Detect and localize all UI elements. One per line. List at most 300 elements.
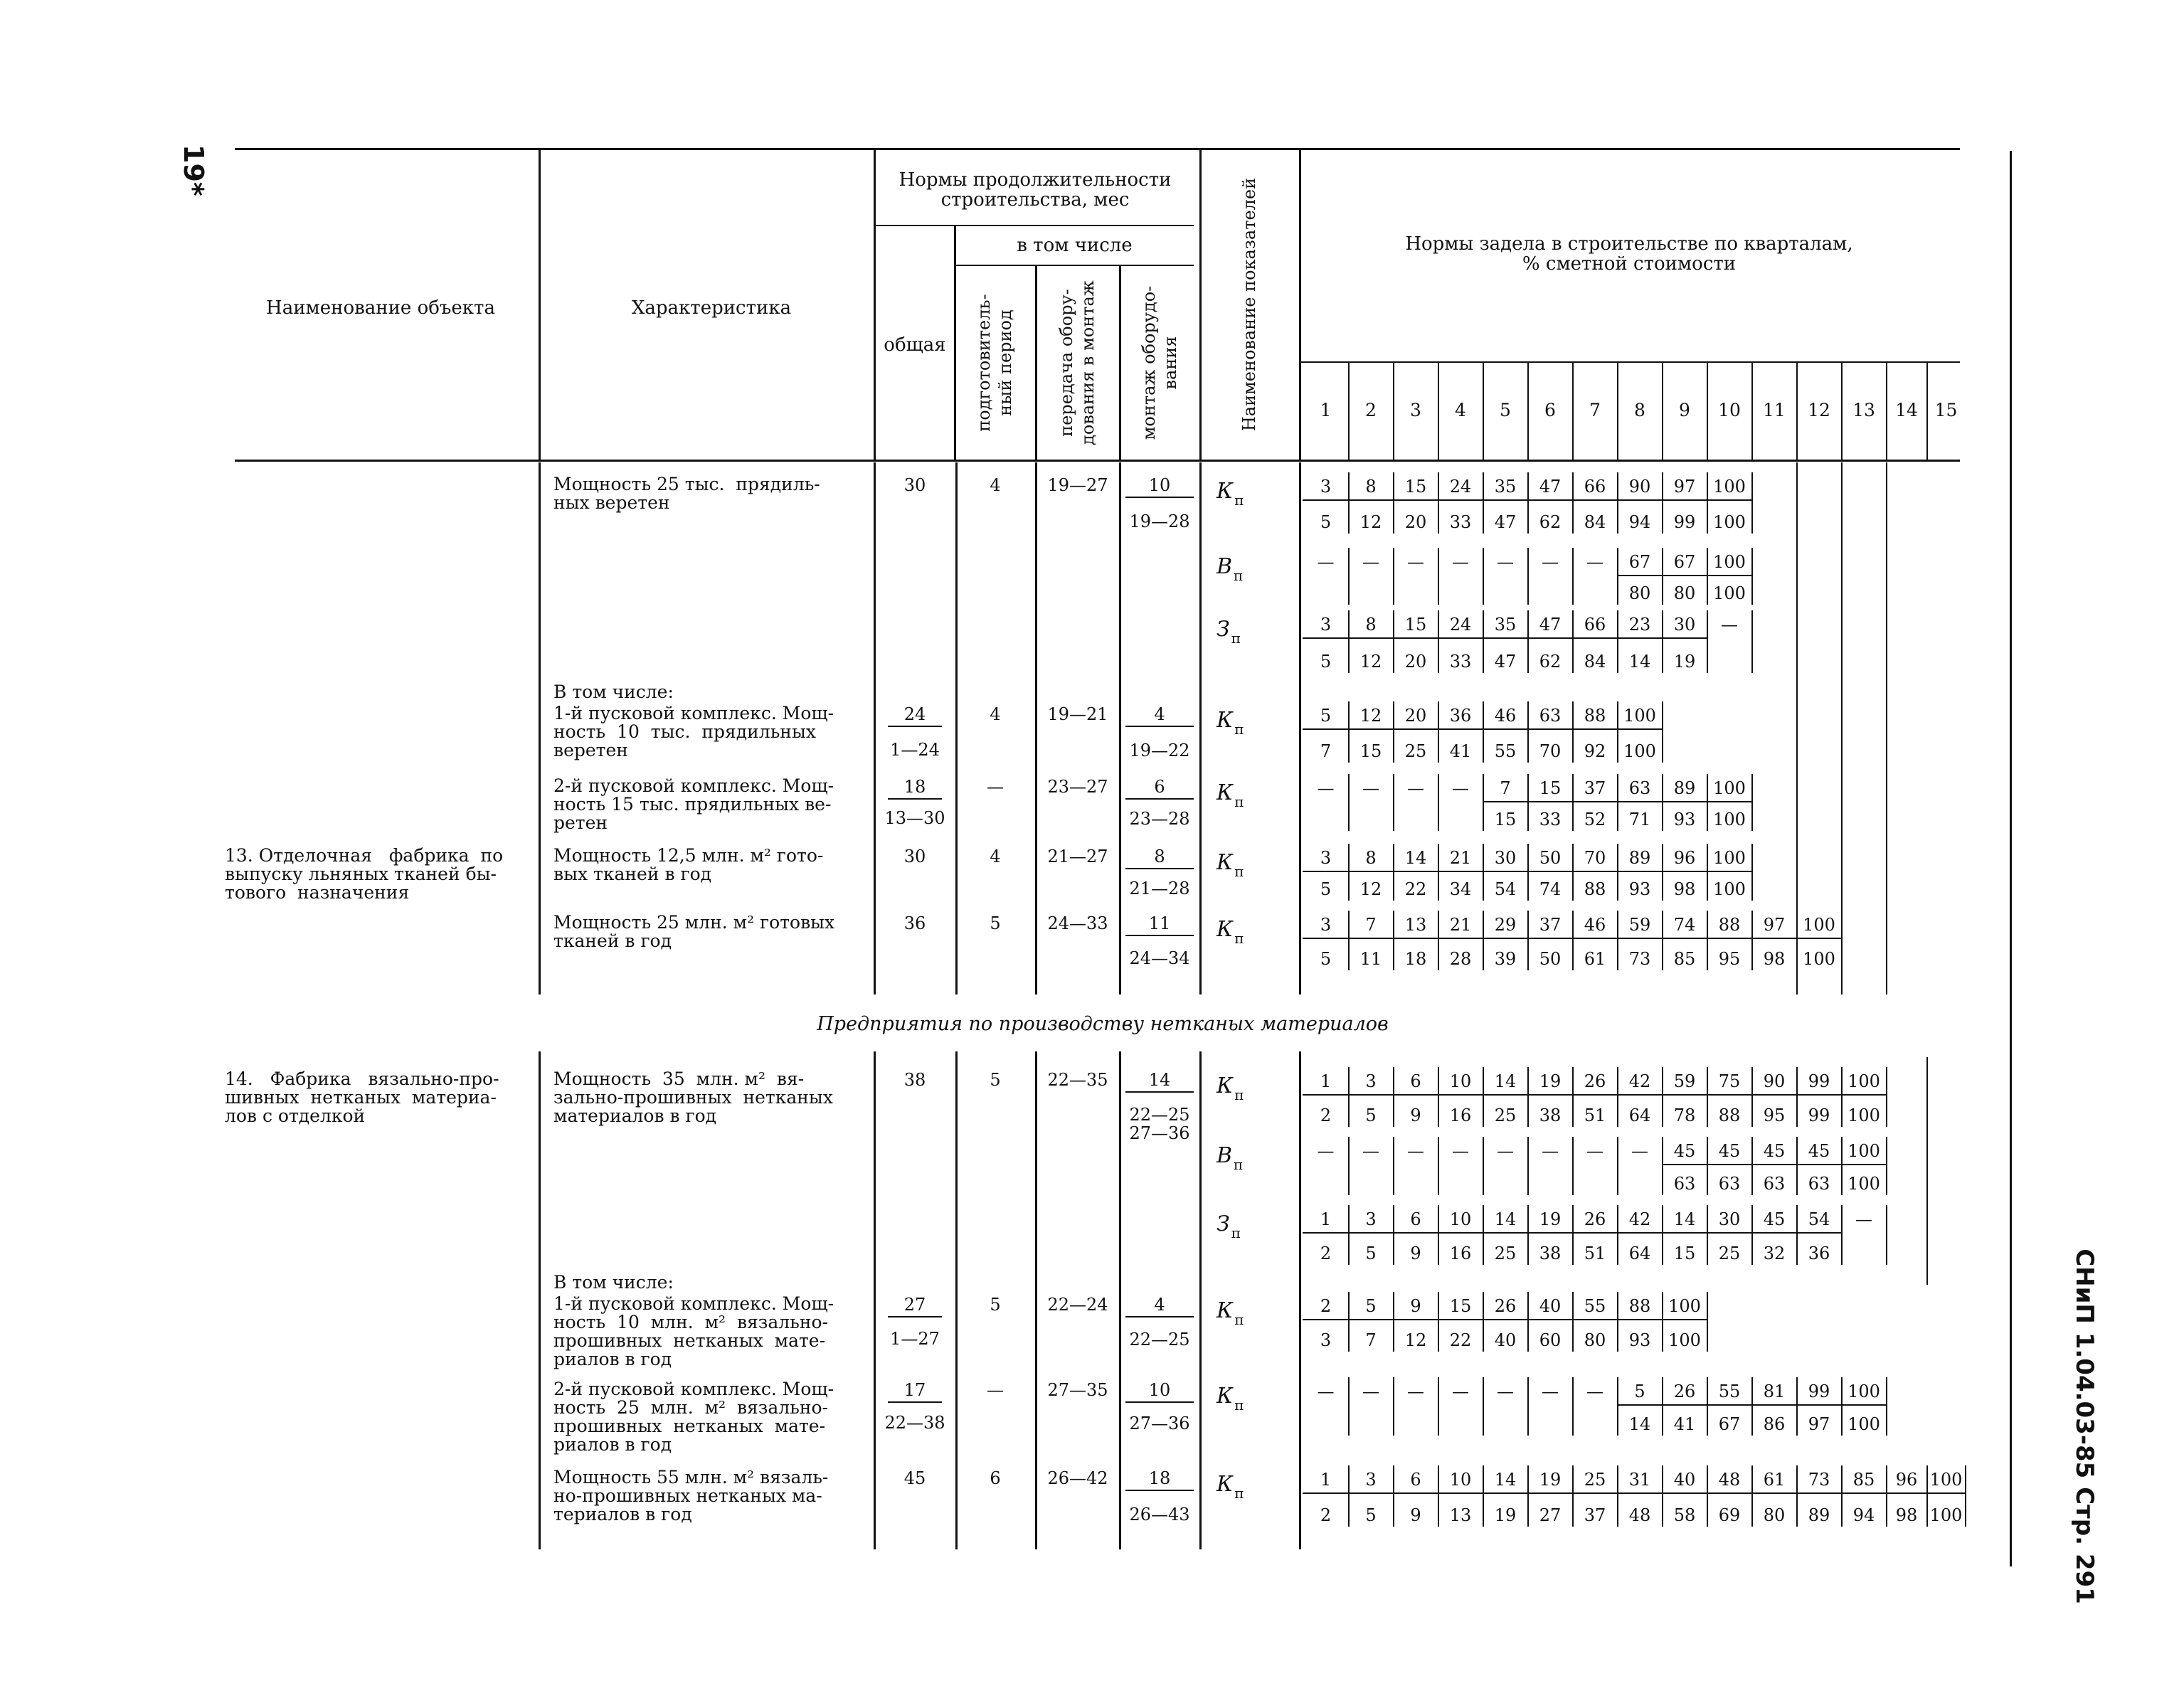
value-divider xyxy=(1662,610,1663,673)
backlog-value-bottom: 7 xyxy=(1320,741,1332,761)
transfer-period: 26—42 xyxy=(1047,1468,1108,1488)
backlog-value-bottom: 98 xyxy=(1763,949,1786,969)
quarter-divider xyxy=(1483,363,1484,460)
tail-divider xyxy=(1796,462,1798,995)
backlog-value-bottom: 39 xyxy=(1494,949,1517,969)
entry-preamble: В том числе: xyxy=(553,682,674,702)
value-divider xyxy=(1483,548,1484,605)
backlog-value-top: 100 xyxy=(1848,1141,1880,1161)
quarter-divider xyxy=(1438,363,1439,460)
backlog-value-top: — xyxy=(1586,1141,1603,1161)
backlog-value-bottom: 19 xyxy=(1673,652,1696,672)
value-underline xyxy=(1438,1094,1483,1096)
backlog-value-top: — xyxy=(1721,615,1738,635)
backlog-value-top: — xyxy=(1452,778,1469,798)
quarter-header: 5 xyxy=(1500,400,1511,420)
total-duration: 27 xyxy=(903,1295,926,1315)
backlog-value-top: — xyxy=(1542,552,1559,572)
value-divider xyxy=(1965,1465,1966,1527)
value-underline xyxy=(1348,871,1394,872)
backlog-value-top: 1 xyxy=(1320,1470,1332,1490)
backlog-value-bottom: 94 xyxy=(1628,512,1651,532)
value-underline xyxy=(1796,1492,1842,1494)
total-duration: 30 xyxy=(903,475,926,495)
header-install-line: монтаж оборудо- xyxy=(1139,285,1159,440)
value-underline xyxy=(1662,1319,1707,1320)
value-divider xyxy=(1617,1067,1618,1127)
quarter-header: 8 xyxy=(1634,400,1645,420)
value-underline xyxy=(1662,938,1707,939)
backlog-value-top: — xyxy=(1407,778,1424,798)
header-top-rule xyxy=(235,148,1960,150)
entry-characteristic: 1-й пусковой комплекс. Мощ- ность 10 тыс. прядильных веретен xyxy=(553,703,834,760)
backlog-value-bottom: 92 xyxy=(1584,741,1606,761)
header-prep-line: подготовитель- xyxy=(974,294,994,432)
backlog-value-top: 89 xyxy=(1628,848,1651,868)
indicator-label xyxy=(1216,917,1288,947)
install-period: 11 xyxy=(1148,913,1171,933)
backlog-value-top: 74 xyxy=(1673,915,1696,935)
backlog-value-top: 67 xyxy=(1628,552,1651,572)
backlog-value-top: 45 xyxy=(1763,1209,1786,1229)
value-underline xyxy=(1617,871,1663,872)
quarter-header: 9 xyxy=(1679,400,1690,420)
backlog-value-bottom: 27 xyxy=(1539,1505,1562,1525)
value-underline xyxy=(1841,1164,1887,1165)
backlog-value-bottom: 63 xyxy=(1718,1174,1741,1194)
indicator-label xyxy=(1216,1143,1288,1173)
value-divider xyxy=(1841,1205,1843,1265)
backlog-value-bottom: 22 xyxy=(1449,1330,1472,1350)
backlog-value-bottom: 28 xyxy=(1449,949,1472,969)
backlog-value-bottom: 100 xyxy=(1713,879,1746,899)
value-divider xyxy=(1841,1377,1843,1436)
transfer-period: 27—35 xyxy=(1047,1380,1108,1400)
duration-sub-rule xyxy=(875,225,1194,226)
install-period: 4 xyxy=(1154,704,1165,724)
value-divider xyxy=(1707,1377,1708,1436)
value-divider xyxy=(1483,911,1484,970)
value-divider xyxy=(1527,1465,1529,1527)
body-divider xyxy=(874,462,876,995)
backlog-value-top: 15 xyxy=(1539,778,1562,798)
backlog-value-top: 3 xyxy=(1320,848,1332,868)
value-divider xyxy=(1393,911,1394,970)
backlog-value-top: 36 xyxy=(1449,706,1472,726)
header-duration-title: Нормы продолжительности xyxy=(898,169,1172,191)
indicator-subscript: п xyxy=(1234,492,1244,509)
body-divider xyxy=(539,462,541,995)
quarter-header: 1 xyxy=(1320,400,1332,420)
value-underline xyxy=(1303,1492,1349,1494)
section-title: Предприятия по производству нетканых материалов xyxy=(817,1013,1389,1035)
value-divider xyxy=(1483,1292,1484,1352)
backlog-value-bottom: 74 xyxy=(1539,879,1562,899)
indicator-subscript: п xyxy=(1234,1311,1244,1328)
backlog-value-bottom: 64 xyxy=(1628,1243,1651,1263)
backlog-value-top: 37 xyxy=(1584,778,1606,798)
header-prep-line: ный период xyxy=(995,309,1015,416)
backlog-value-top: 19 xyxy=(1539,1071,1562,1091)
value-divider xyxy=(1572,844,1574,901)
install-underline xyxy=(1125,1316,1194,1317)
value-divider xyxy=(1662,1465,1663,1527)
backlog-value-bottom: 62 xyxy=(1539,652,1562,672)
value-divider xyxy=(1796,1137,1798,1195)
value-divider xyxy=(1926,1465,1928,1527)
indicator-subscript: п xyxy=(1234,930,1244,947)
backlog-value-top: 6 xyxy=(1410,1209,1421,1229)
value-divider xyxy=(1348,1292,1350,1352)
value-divider xyxy=(1572,1465,1574,1527)
backlog-value-top: 14 xyxy=(1494,1209,1517,1229)
backlog-value-bottom: 84 xyxy=(1584,512,1606,532)
value-underline xyxy=(1572,801,1618,802)
backlog-value-bottom: 98 xyxy=(1673,879,1696,899)
backlog-value-top: 48 xyxy=(1718,1470,1741,1490)
backlog-value-top: 96 xyxy=(1895,1470,1918,1490)
value-divider xyxy=(1438,1292,1439,1352)
backlog-value-top: 100 xyxy=(1713,848,1746,868)
backlog-value-bottom: 34 xyxy=(1449,879,1472,899)
quarter-divider xyxy=(1796,363,1798,460)
indicator-label xyxy=(1216,850,1288,880)
backlog-value-top: 45 xyxy=(1763,1141,1786,1161)
backlog-value-bottom: 37 xyxy=(1584,1505,1606,1525)
backlog-value-bottom: 89 xyxy=(1808,1505,1830,1525)
quarter-header: 4 xyxy=(1455,400,1466,420)
value-underline xyxy=(1707,1492,1752,1494)
backlog-value-top: 37 xyxy=(1539,915,1562,935)
entry-preamble: В том числе: xyxy=(553,1272,674,1293)
value-divider xyxy=(1707,1292,1708,1352)
value-underline xyxy=(1527,1094,1573,1096)
indicator-label xyxy=(1216,780,1288,810)
backlog-value-top: — xyxy=(1407,1382,1424,1401)
value-divider xyxy=(1617,1292,1618,1352)
backlog-value-bottom: 50 xyxy=(1539,949,1562,969)
backlog-value-top: — xyxy=(1586,1382,1603,1401)
entry-characteristic: Мощность 25 тыс. прядиль- ных веретен xyxy=(553,474,820,513)
value-underline xyxy=(1348,1492,1394,1494)
backlog-value-bottom: 22 xyxy=(1404,879,1427,899)
value-divider xyxy=(1572,472,1574,534)
backlog-value-top: 21 xyxy=(1449,848,1472,868)
backlog-value-bottom: 80 xyxy=(1763,1505,1786,1525)
backlog-value-bottom: 80 xyxy=(1673,583,1696,603)
value-underline xyxy=(1393,1319,1438,1320)
value-underline xyxy=(1527,499,1573,501)
header-transfer-line: дования в монтаж xyxy=(1078,280,1098,445)
value-underline xyxy=(1796,938,1842,939)
value-divider xyxy=(1483,774,1484,831)
value-divider xyxy=(1527,701,1529,763)
entry-characteristic: Мощность 55 млн. м² вязаль- но-прошивных нетканых ма- териалов в год xyxy=(553,1467,829,1524)
backlog-value-top: 89 xyxy=(1673,778,1696,798)
header-total: общая xyxy=(884,334,946,356)
backlog-value-top: — xyxy=(1407,1141,1424,1161)
value-divider xyxy=(1393,844,1394,901)
value-divider xyxy=(1348,472,1350,534)
header-transfer-line: передача обору- xyxy=(1056,289,1076,437)
value-underline xyxy=(1707,871,1752,872)
value-divider xyxy=(1617,548,1618,605)
backlog-value-bottom: 95 xyxy=(1718,949,1741,969)
value-underline xyxy=(1438,1492,1483,1494)
value-divider xyxy=(1393,1205,1394,1265)
value-underline xyxy=(1572,871,1618,872)
backlog-value-top: 9 xyxy=(1410,1296,1421,1316)
indicator-subscript: п xyxy=(1234,1086,1244,1103)
indicator-name: К xyxy=(1216,780,1234,805)
backlog-value-bottom: 47 xyxy=(1494,652,1517,672)
backlog-value-top: 3 xyxy=(1320,915,1332,935)
backlog-value-top: 90 xyxy=(1628,477,1651,497)
value-divider xyxy=(1662,548,1663,605)
backlog-value-top: 31 xyxy=(1628,1470,1651,1490)
value-divider xyxy=(1572,610,1574,673)
value-underline xyxy=(1393,728,1438,730)
backlog-value-top: — xyxy=(1542,1141,1559,1161)
value-underline xyxy=(1483,1094,1528,1096)
install-underline xyxy=(1125,1490,1194,1491)
backlog-value-top: 8 xyxy=(1365,848,1377,868)
install-period-range: 22—25 xyxy=(1129,1330,1190,1349)
value-divider xyxy=(1483,472,1484,534)
value-divider xyxy=(1393,701,1394,763)
value-divider xyxy=(1438,610,1439,673)
install-period-range: 26—43 xyxy=(1129,1505,1190,1524)
value-divider xyxy=(1796,1377,1798,1436)
header-including: в том числе xyxy=(1017,235,1133,256)
backlog-value-top: — xyxy=(1317,552,1335,572)
backlog-value-top: 42 xyxy=(1628,1209,1651,1229)
backlog-value-top: — xyxy=(1586,552,1603,572)
value-underline xyxy=(1841,1094,1887,1096)
backlog-value-bottom: 94 xyxy=(1852,1505,1875,1525)
value-underline xyxy=(1483,1319,1528,1320)
value-underline xyxy=(1438,938,1483,939)
backlog-value-top: 3 xyxy=(1365,1071,1377,1091)
value-underline xyxy=(1483,938,1528,939)
value-underline xyxy=(1527,728,1573,730)
backlog-value-top: 100 xyxy=(1668,1296,1701,1316)
value-divider xyxy=(1483,1137,1484,1195)
backlog-value-bottom: 25 xyxy=(1494,1105,1517,1125)
install-period-range: 22—25 27—36 xyxy=(1129,1105,1190,1143)
value-underline xyxy=(1662,499,1707,501)
backlog-value-top: 7 xyxy=(1365,915,1377,935)
install-period-range: 27—36 xyxy=(1129,1414,1190,1433)
transfer-period: 24—33 xyxy=(1047,913,1108,933)
backlog-value-bottom: 38 xyxy=(1539,1243,1562,1263)
backlog-value-bottom: 15 xyxy=(1494,810,1517,829)
backlog-value-top: 90 xyxy=(1763,1071,1786,1091)
value-underline xyxy=(1393,938,1438,939)
install-underline xyxy=(1125,726,1194,727)
value-divider xyxy=(1483,844,1484,901)
backlog-value-top: 3 xyxy=(1365,1470,1377,1490)
value-underline xyxy=(1393,499,1438,501)
value-divider xyxy=(1796,1067,1798,1127)
backlog-value-bottom: 9 xyxy=(1410,1243,1421,1263)
backlog-value-bottom: 99 xyxy=(1808,1105,1830,1125)
backlog-value-top: 100 xyxy=(1713,552,1746,572)
install-period-range: 23—28 xyxy=(1129,809,1190,829)
indicator-label xyxy=(1216,1472,1288,1502)
backlog-value-bottom: 16 xyxy=(1449,1243,1472,1263)
value-divider xyxy=(1662,1137,1663,1195)
value-underline xyxy=(1662,637,1707,639)
backlog-value-top: 13 xyxy=(1404,915,1427,935)
value-divider xyxy=(1662,1292,1663,1352)
quarter-divider xyxy=(1707,363,1708,460)
backlog-value-bottom: 86 xyxy=(1763,1414,1786,1434)
value-divider xyxy=(1527,472,1529,534)
backlog-value-top: 85 xyxy=(1852,1470,1875,1490)
backlog-value-top: 35 xyxy=(1494,477,1517,497)
indicator-subscript: п xyxy=(1234,1485,1244,1502)
backlog-value-top: 21 xyxy=(1449,915,1472,935)
value-underline xyxy=(1572,1319,1618,1320)
value-underline xyxy=(1572,1232,1618,1234)
quarter-header: 3 xyxy=(1410,400,1421,420)
value-divider xyxy=(1348,701,1350,763)
backlog-value-top: 45 xyxy=(1808,1141,1830,1161)
quarter-divider xyxy=(1926,363,1928,460)
value-underline xyxy=(1617,499,1663,501)
backlog-value-top: — xyxy=(1407,552,1424,572)
total-duration: 30 xyxy=(903,847,926,866)
backlog-value-top: 55 xyxy=(1584,1296,1606,1316)
quarter-divider xyxy=(1751,363,1753,460)
backlog-value-top: 100 xyxy=(1803,915,1835,935)
indicator-label xyxy=(1216,1211,1288,1241)
value-divider xyxy=(1527,911,1529,970)
install-period-range: 19—22 xyxy=(1129,741,1190,760)
backlog-value-top: 67 xyxy=(1673,552,1696,572)
install-period: 10 xyxy=(1148,1380,1171,1400)
backlog-value-bottom: 88 xyxy=(1584,879,1606,899)
backlog-value-bottom: 99 xyxy=(1673,512,1696,532)
backlog-value-top: 70 xyxy=(1584,848,1606,868)
value-underline xyxy=(1483,637,1528,639)
backlog-value-top: 30 xyxy=(1673,615,1696,635)
indicator-subscript: п xyxy=(1234,567,1244,584)
value-divider xyxy=(1751,1067,1753,1127)
value-underline xyxy=(1483,499,1528,501)
total-duration: 17 xyxy=(903,1380,926,1400)
value-divider xyxy=(1393,1137,1394,1195)
indicator-name: В xyxy=(1216,554,1233,579)
body-divider xyxy=(1199,462,1202,995)
value-divider xyxy=(1393,774,1394,831)
quarter-divider xyxy=(1572,363,1574,460)
indicator-label xyxy=(1216,1073,1288,1103)
backlog-value-bottom: 5 xyxy=(1320,512,1332,532)
value-divider xyxy=(1707,1067,1708,1127)
backlog-value-top: 99 xyxy=(1808,1382,1830,1401)
header-install-line: вания xyxy=(1160,336,1180,390)
backlog-value-bottom: 40 xyxy=(1494,1330,1517,1350)
value-underline xyxy=(1483,801,1528,802)
value-divider xyxy=(1751,911,1753,970)
backlog-value-bottom: 25 xyxy=(1494,1243,1517,1263)
value-divider xyxy=(1707,610,1708,673)
header-object: Наименование объекта xyxy=(266,297,495,319)
backlog-value-top: 29 xyxy=(1494,915,1517,935)
backlog-value-top: 26 xyxy=(1494,1296,1517,1316)
quarter-divider xyxy=(1348,363,1350,460)
value-divider xyxy=(1617,911,1618,970)
transfer-period: 19—21 xyxy=(1047,704,1108,724)
backlog-value-bottom: 12 xyxy=(1359,879,1382,899)
header-transfer xyxy=(1056,260,1098,466)
value-divider xyxy=(1348,911,1350,970)
backlog-value-top: 14 xyxy=(1494,1071,1517,1091)
total-duration-range: 22—38 xyxy=(884,1413,945,1433)
backlog-value-top: 97 xyxy=(1763,915,1786,935)
install-period-range: 19—28 xyxy=(1129,511,1190,531)
backlog-value-bottom: 100 xyxy=(1713,512,1746,532)
backlog-value-top: — xyxy=(1497,552,1514,572)
value-divider xyxy=(1662,472,1663,534)
value-underline xyxy=(1617,1094,1663,1096)
value-underline xyxy=(1303,637,1349,639)
value-divider xyxy=(1707,472,1708,534)
backlog-value-top: 19 xyxy=(1539,1209,1562,1229)
value-divider xyxy=(1393,548,1394,605)
backlog-value-bottom: 38 xyxy=(1539,1105,1562,1125)
value-underline xyxy=(1348,938,1394,939)
value-divider xyxy=(1707,1465,1708,1527)
value-underline xyxy=(1572,728,1618,730)
indicator-name: К xyxy=(1216,479,1234,504)
quarter-header: 14 xyxy=(1895,400,1918,420)
total-duration-range: 13—30 xyxy=(884,808,945,828)
backlog-value-top: 10 xyxy=(1449,1470,1472,1490)
value-underline xyxy=(1393,637,1438,639)
backlog-value-top: 46 xyxy=(1494,706,1517,726)
indicator-label xyxy=(1216,1298,1288,1328)
value-underline xyxy=(1348,499,1394,501)
value-divider xyxy=(1617,1465,1618,1527)
value-underline xyxy=(1707,499,1752,501)
backlog-value-top: 19 xyxy=(1539,1470,1562,1490)
value-divider xyxy=(1527,548,1529,605)
value-underline xyxy=(1438,499,1483,501)
value-divider xyxy=(1751,1377,1753,1436)
value-underline xyxy=(1662,1164,1707,1165)
value-divider xyxy=(1662,1377,1663,1436)
value-divider xyxy=(1662,1067,1663,1127)
backlog-value-top: 30 xyxy=(1718,1209,1741,1229)
install-underline xyxy=(1125,1401,1194,1403)
header-divider xyxy=(1119,265,1121,460)
backlog-value-top: 25 xyxy=(1584,1470,1606,1490)
value-divider xyxy=(1438,1465,1439,1527)
value-underline xyxy=(1303,1319,1349,1320)
backlog-value-top: 5 xyxy=(1365,1296,1377,1316)
backlog-value-top: 24 xyxy=(1449,615,1472,635)
backlog-value-bottom: 95 xyxy=(1763,1105,1786,1125)
value-divider xyxy=(1438,701,1439,763)
value-divider xyxy=(1617,701,1618,763)
backlog-value-bottom: 100 xyxy=(1668,1330,1701,1350)
header-prep xyxy=(973,260,1016,466)
value-underline xyxy=(1348,1319,1394,1320)
value-underline xyxy=(1617,1492,1663,1494)
